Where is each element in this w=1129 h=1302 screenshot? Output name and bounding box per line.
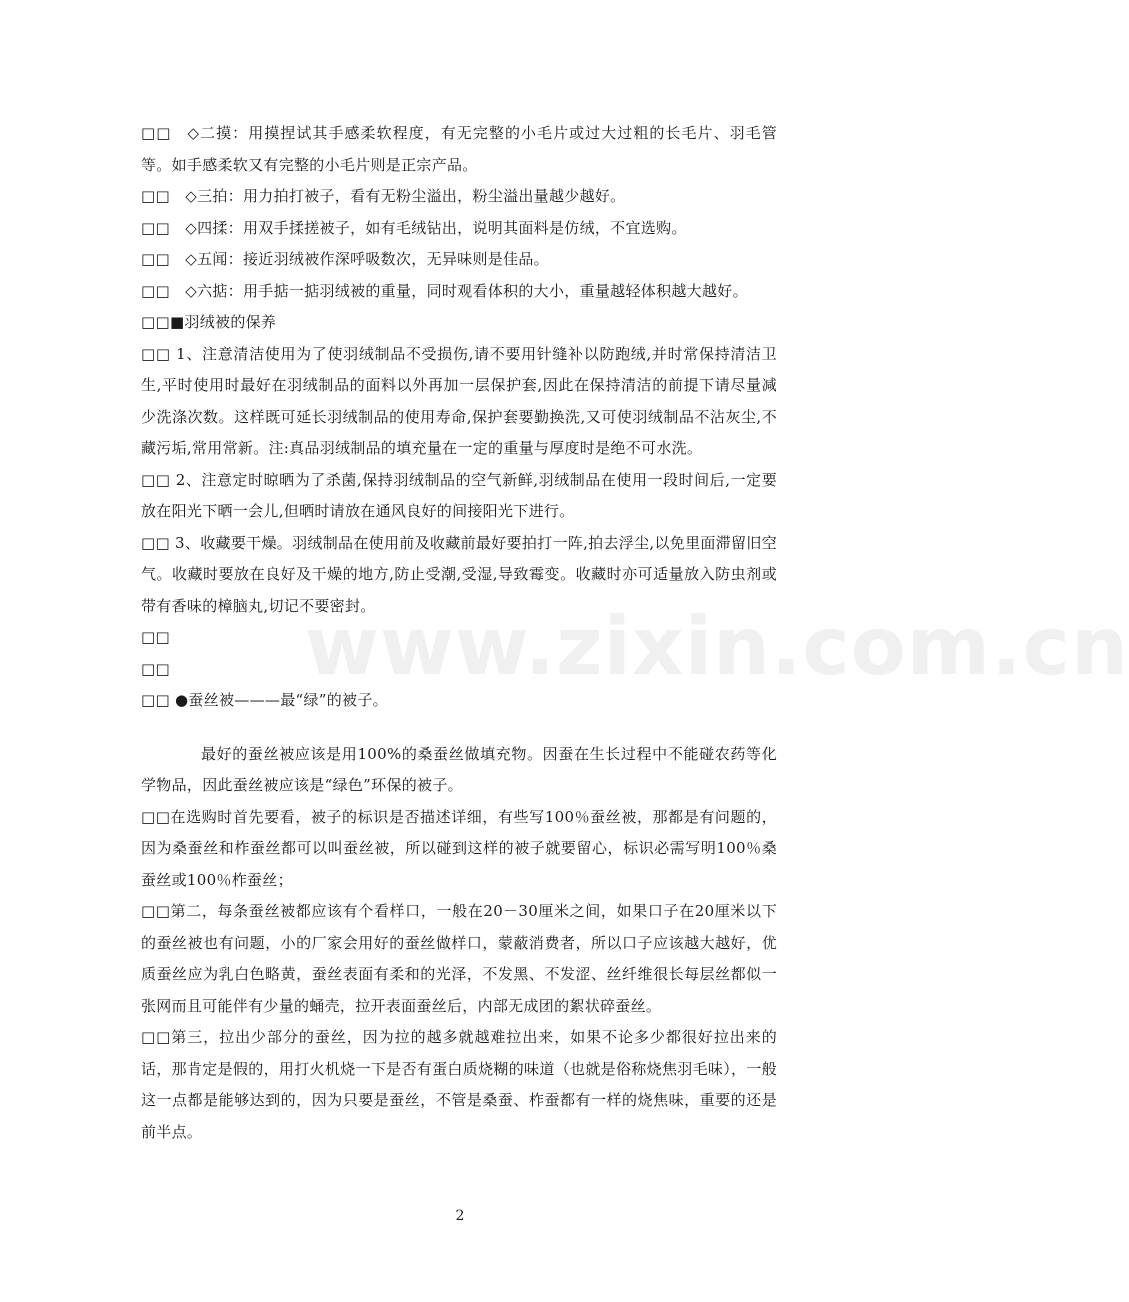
paragraph-care-airing: □□ 2、注意定时晾晒为了杀菌,保持羽绒制品的空气新鲜,羽绒制品在使用一段时间后,一定要放在阳光下晒一会儿,但晒时请放在通风良好的间接阳光下进行。	[141, 470, 777, 520]
paragraph-silk-intro: 最好的蚕丝被应该是用100%的桑蚕丝做填充物。因蚕在生长过程中不能碰农药等化学物品，因此蚕丝被应该是“绿色”环保的被子。	[141, 744, 777, 794]
blank-line: □□	[141, 659, 170, 678]
paragraph-smell-test: □□ ◇五闻：接近羽绒被作深呼吸数次，无异味则是佳品。	[141, 250, 549, 268]
paragraph-pat-test: □□ ◇三拍：用力拍打被子，看有无粉尘溢出，粉尘溢出量越少越好。	[141, 187, 626, 205]
page-number: 2	[455, 1208, 465, 1224]
paragraph-silk-label-check: □□在选购时首先要看，被子的标识是否描述详细，有些写100％蚕丝被，那都是有问题的，因为桑蚕丝和柞蚕丝都可以叫蚕丝被，所以碰到这样的被子就要留心，标识必需写明100％桑蚕丝或100％柞蚕丝；	[141, 807, 777, 889]
paragraph-silk-sample-opening: □□第二，每条蚕丝被都应该有个看样口，一般在20－30厘米之间，如果口子在20厘米以下的蚕丝被也有问题，小的厂家会用好的蚕丝做样口，蒙蔽消费者，所以口子应该越大越好，优质蚕丝应为乳白色略黄，蚕丝表面有柔和的光泽，不发黑、不发涩、丝纤维很长每层丝都似一张网而且可能伴有少量的蛹壳，拉开表面蚕丝后，内部无成团的絮状碎蚕丝。	[141, 902, 777, 1015]
paragraph-rub-test: □□ ◇四揉：用双手揉搓被子，如有毛绒钻出，说明其面料是仿绒，不宜选购。	[141, 218, 687, 237]
paragraph-touch-test: □□ ◇二摸：用摸捏试其手感柔软程度，有无完整的小毛片或过大过粗的长毛片、羽毛管等。如手感柔软又有完整的小毛片则是正宗产品。	[141, 124, 777, 174]
watermark: www.zixin.com.cn	[305, 600, 1129, 693]
paragraph-care-cleaning: □□ 1、注意清洁使用为了使羽绒制品不受损伤,请不要用针缝补以防跑绒,并时常保持清洁卫生,平时使用时最好在羽绒制品的面料以外再加一层保护套,因此在保持清洁的前提下请尽量减少洗涤次数。这样既可延长羽绒制品的使用寿命,保护套要勤换洗,又可使羽绒制品不沾灰尘,不藏污垢,常用常新。注:真品羽绒制品的填充量在一定的重量与厚度时是绝不可水洗。	[141, 344, 777, 457]
blank-line: □□	[141, 628, 170, 646]
paragraph-silk-burn-test: □□第三，拉出少部分的蚕丝，因为拉的越多就越难拉出来，如果不论多少都很好拉出来的话，那肯定是假的，用打火机烧一下是否有蛋白质烧糊的味道（也就是俗称烧焦羽毛味），一般这一点都是能够达到的，因为只要是蚕丝，不管是桑蚕、柞蚕都有一样的烧焦味，重要的还是前半点。	[141, 1028, 777, 1141]
document-body	[141, 118, 777, 1148]
paragraph-care-storage: □□ 3、收藏要干燥。羽绒制品在使用前及收藏前最好要拍打一阵,拍去浮尘,以免里面滞留旧空气。收藏时要放在良好及干燥的地方,防止受潮,受湿,导致霉变。收藏时亦可适量放入防虫剂或带有香味的樟脑丸,切记不要密封。	[141, 533, 777, 615]
paragraph-gap	[141, 717, 777, 739]
section-heading-silk-quilt: □□ ●蚕丝被———最“绿”的被子。	[141, 691, 388, 709]
paragraph-weigh-test: □□ ◇六掂：用手掂一掂羽绒被的重量，同时观看体积的大小，重量越轻体积越大越好。	[141, 281, 748, 300]
section-heading-down-care: □□■羽绒被的保养	[141, 313, 277, 331]
